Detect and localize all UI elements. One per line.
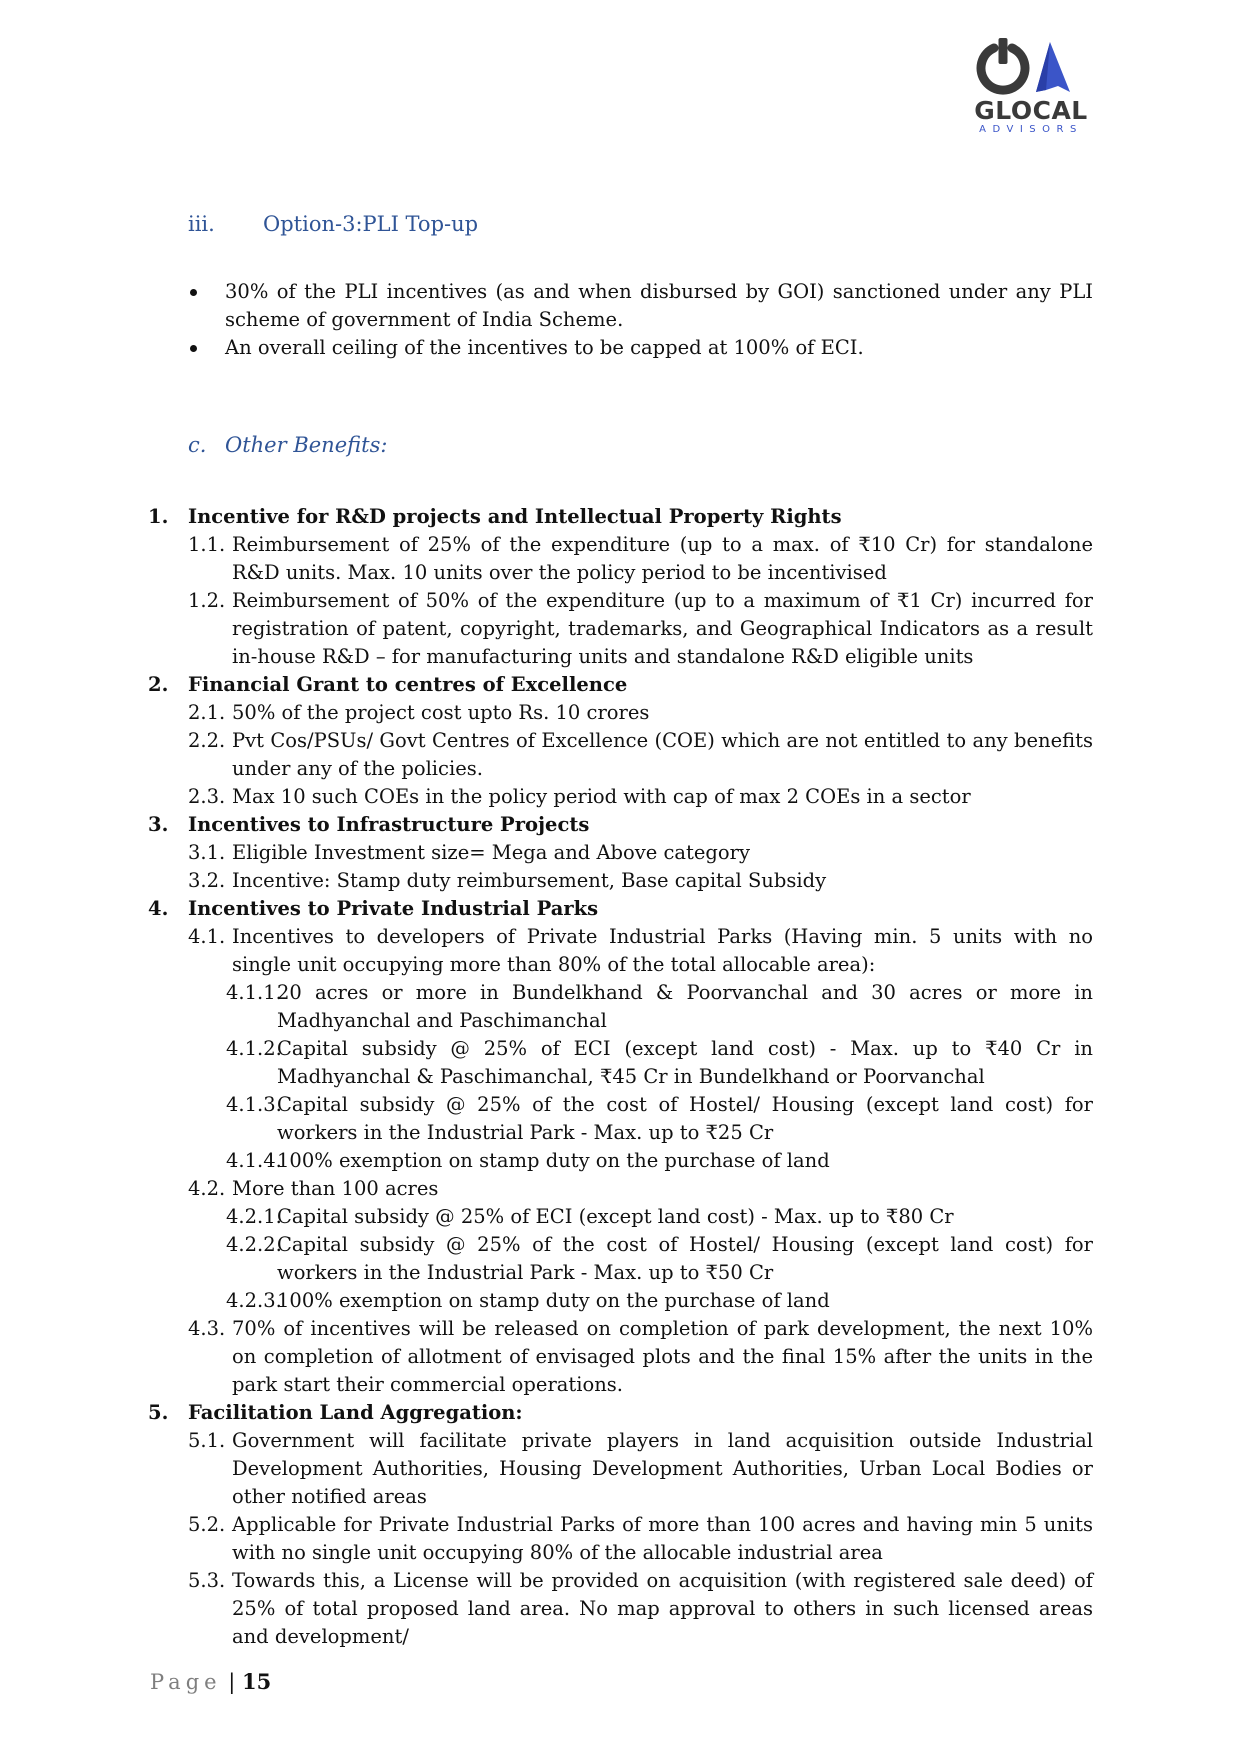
list-item xyxy=(148,1035,1093,1091)
item-number: 4.1.1. xyxy=(226,981,282,1004)
list-item xyxy=(148,699,1093,727)
item-number: 4.2.1. xyxy=(226,1205,282,1228)
section-title: Option-3:PLI Top-up xyxy=(263,212,479,236)
item-text: Incentive for R&D projects and Intellectual Property Rights xyxy=(188,505,842,528)
item-number: 5.2. xyxy=(188,1513,226,1536)
item-text: Incentives to developers of Private Industrial Parks (Having min. 5 units with no single unit occupying more than 80% of the total allocable area): xyxy=(232,925,1093,976)
logo-tagline: ADVISORS xyxy=(979,124,1083,135)
item-text: Incentives to Private Industrial Parks xyxy=(188,897,599,920)
item-number: 4.2.2. xyxy=(226,1233,282,1256)
list-item xyxy=(148,1399,1093,1427)
page-footer xyxy=(150,1668,271,1696)
list-item xyxy=(148,727,1093,783)
list-item xyxy=(148,895,1093,923)
item-text: Capital subsidy @ 25% of the cost of Hostel/ Housing (except land cost) for workers in the Industrial Park - Max. up to ₹25 Cr xyxy=(277,1093,1093,1144)
list-item xyxy=(148,783,1093,811)
bullet-item xyxy=(188,278,1093,334)
item-number: 4.1.3. xyxy=(226,1093,282,1116)
list-item xyxy=(148,923,1093,979)
item-number: 4.1. xyxy=(188,925,226,948)
item-text: 100% exemption on stamp duty on the purchase of land xyxy=(277,1289,830,1312)
list-item xyxy=(148,979,1093,1035)
item-number: 4. xyxy=(148,897,169,920)
item-text: Pvt Cos/PSUs/ Govt Centres of Excellence (COE) which are not entitled to any benefits under any of the policies. xyxy=(232,729,1093,780)
item-number: 4.1.2. xyxy=(226,1037,282,1060)
item-text: Capital subsidy @ 25% of the cost of Hostel/ Housing (except land cost) for workers in the Industrial Park - Max. up to ₹50 Cr xyxy=(277,1233,1093,1284)
bullet-item xyxy=(188,334,1093,362)
item-number: 4.2.3. xyxy=(226,1289,282,1312)
list-item xyxy=(148,867,1093,895)
item-text: 100% exemption on stamp duty on the purchase of land xyxy=(277,1149,830,1172)
item-text: 50% of the project cost upto Rs. 10 crores xyxy=(232,701,650,724)
item-text: Max 10 such COEs in the policy period with cap of max 2 COEs in a sector xyxy=(232,785,971,808)
list-item xyxy=(148,1315,1093,1399)
list-item xyxy=(148,1175,1093,1203)
item-text: Reimbursement of 50% of the expenditure (up to a maximum of ₹1 Cr) incurred for registration of patent, copyright, trademarks, and Geographical Indicators as a result in-house R&D – for manufacturing units and standalone R&D eligible units xyxy=(232,589,1093,668)
item-number: 5. xyxy=(148,1401,169,1424)
list-item xyxy=(148,811,1093,839)
page-label: Page xyxy=(150,1670,222,1694)
list-item xyxy=(148,1091,1093,1147)
item-number: 5.1. xyxy=(188,1429,226,1452)
item-text: 70% of incentives will be released on completion of park development, the next 10% on completion of allotment of envisaged plots and the final 15% after the units in the park start their commercial operations. xyxy=(232,1317,1093,1396)
item-number: 4.3. xyxy=(188,1317,226,1340)
item-number: 1. xyxy=(148,505,169,528)
item-text: Facilitation Land Aggregation: xyxy=(188,1401,523,1424)
section-number: iii. xyxy=(188,212,215,236)
item-text: Government will facilitate private players in land acquisition outside Industrial Development Authorities, Housing Development Authorities, Urban Local Bodies or other notified areas xyxy=(232,1429,1093,1508)
section-number: c. xyxy=(188,433,207,457)
list-item xyxy=(148,671,1093,699)
item-text: Towards this, a License will be provided on acquisition (with registered sale deed) of 25% of total proposed land area. No map approval to others in such licensed areas and development/ xyxy=(232,1569,1093,1648)
item-number: 1.1. xyxy=(188,533,226,556)
item-number: 2.1. xyxy=(188,701,226,724)
bullet-list xyxy=(188,278,1093,362)
list-item xyxy=(148,587,1093,671)
item-number: 2.3. xyxy=(188,785,226,808)
item-number: 5.3. xyxy=(188,1569,226,1592)
item-text: Capital subsidy @ 25% of ECI (except land cost) - Max. up to ₹40 Cr in Madhyanchal & Paschimanchal, ₹45 Cr in Bundelkhand or Poorvanchal xyxy=(277,1037,1093,1088)
bullet-text: 30% of the PLI incentives (as and when disbursed by GOI) sanctioned under any PLI scheme of government of India Scheme. xyxy=(225,280,1093,331)
list-item xyxy=(148,1287,1093,1315)
bullet-icon xyxy=(190,289,197,296)
list-item xyxy=(148,839,1093,867)
item-text: Capital subsidy @ 25% of ECI (except land cost) - Max. up to ₹80 Cr xyxy=(277,1205,954,1228)
logo-wordmark: GLOCAL xyxy=(974,96,1088,125)
item-text: 20 acres or more in Bundelkhand & Poorvanchal and 30 acres or more in Madhyanchal and Paschimanchal xyxy=(277,981,1093,1032)
bullet-icon xyxy=(190,345,197,352)
item-number: 3.2. xyxy=(188,869,226,892)
item-text: Eligible Investment size= Mega and Above category xyxy=(232,841,750,864)
benefits-list xyxy=(148,503,1093,1651)
footer-separator: | xyxy=(228,1670,243,1694)
section-title: Other Benefits: xyxy=(225,433,388,457)
item-number: 2. xyxy=(148,673,169,696)
list-item xyxy=(148,1231,1093,1287)
item-text: Reimbursement of 25% of the expenditure (up to a max. of ₹10 Cr) for standalone R&D units. Max. 10 units over the policy period to be incentivised xyxy=(232,533,1093,584)
item-number: 3. xyxy=(148,813,169,836)
item-number: 3.1. xyxy=(188,841,226,864)
item-text: Financial Grant to centres of Excellence xyxy=(188,673,628,696)
list-item xyxy=(148,1567,1093,1651)
item-text: Incentives to Infrastructure Projects xyxy=(188,813,590,836)
item-number: 2.2. xyxy=(188,729,226,752)
list-item xyxy=(148,531,1093,587)
page-number: 15 xyxy=(242,1669,272,1694)
list-item xyxy=(148,1511,1093,1567)
item-number: 1.2. xyxy=(188,589,226,612)
list-item xyxy=(148,1147,1093,1175)
item-number: 4.1.4. xyxy=(226,1149,282,1172)
bullet-text: An overall ceiling of the incentives to be capped at 100% of ECI. xyxy=(225,336,864,359)
list-item xyxy=(148,503,1093,531)
list-item xyxy=(148,1203,1093,1231)
item-text: Incentive: Stamp duty reimbursement, Base capital Subsidy xyxy=(232,869,827,892)
item-number: 4.2. xyxy=(188,1177,226,1200)
item-text: More than 100 acres xyxy=(232,1177,439,1200)
item-text: Applicable for Private Industrial Parks of more than 100 acres and having min 5 units with no single unit occupying 80% of the allocable industrial area xyxy=(232,1513,1093,1564)
list-item xyxy=(148,1427,1093,1511)
